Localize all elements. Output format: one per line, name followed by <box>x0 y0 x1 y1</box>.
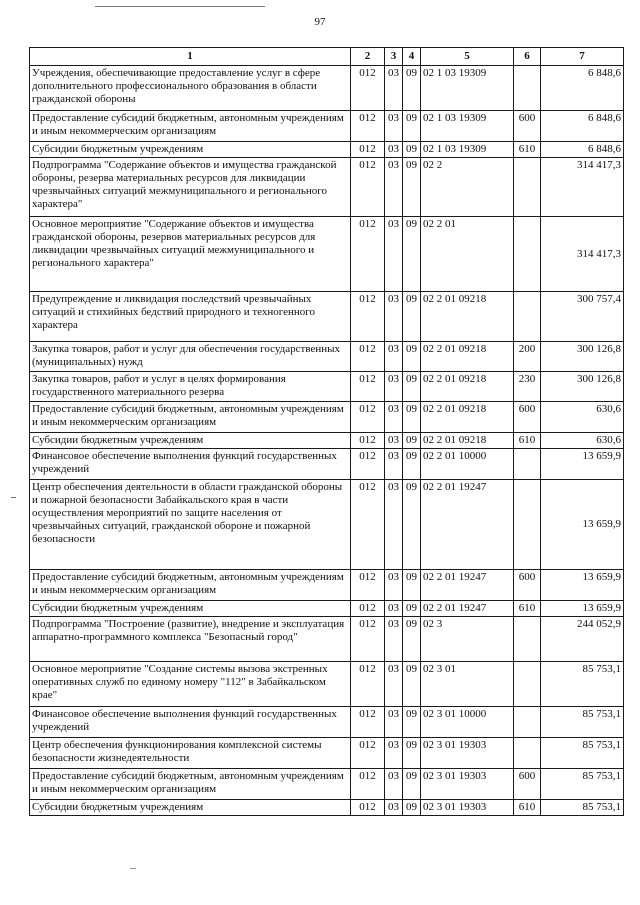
amount: 13 659,9 <box>541 570 624 601</box>
header-cell: 6 <box>514 48 541 66</box>
ministry-code: 012 <box>351 158 385 217</box>
subsection-code: 09 <box>403 402 421 433</box>
row-name: Подпрограмма "Построение (развитие), внедрение и эксплуатация аппаратно-программного комплекса "Безопасный город" <box>30 617 351 662</box>
top-edge-line <box>95 6 265 7</box>
amount: 85 753,1 <box>541 738 624 769</box>
subsection-code: 09 <box>403 769 421 800</box>
section-code: 03 <box>385 800 403 816</box>
table-row <box>30 402 624 433</box>
ministry-code: 012 <box>351 402 385 433</box>
section-code: 03 <box>385 158 403 217</box>
subsection-code: 09 <box>403 449 421 480</box>
target-article-code: 02 3 01 10000 <box>421 707 514 738</box>
row-name: Основное мероприятие "Содержание объектов и имущества гражданской обороны, резервов материальных ресурсов для ликвидации чрезвычайных ситуаций межмуниципального и регионального характера" <box>30 217 351 292</box>
section-code: 03 <box>385 66 403 111</box>
target-article-code: 02 2 01 09218 <box>421 342 514 372</box>
ministry-code: 012 <box>351 707 385 738</box>
subsection-code: 09 <box>403 66 421 111</box>
section-code: 03 <box>385 601 403 617</box>
expense-type-code <box>514 66 541 111</box>
subsection-code: 09 <box>403 217 421 292</box>
ministry-code: 012 <box>351 601 385 617</box>
amount: 13 659,9 <box>541 480 624 570</box>
row-name: Финансовое обеспечение выполнения функций государственных учреждений <box>30 707 351 738</box>
ministry-code: 012 <box>351 617 385 662</box>
table-row <box>30 158 624 217</box>
target-article-code: 02 3 01 19303 <box>421 800 514 816</box>
section-code: 03 <box>385 217 403 292</box>
section-code: 03 <box>385 372 403 402</box>
subsection-code: 09 <box>403 707 421 738</box>
expense-type-code: 610 <box>514 601 541 617</box>
target-article-code: 02 1 03 19309 <box>421 66 514 111</box>
table-row <box>30 66 624 111</box>
target-article-code: 02 2 01 09218 <box>421 402 514 433</box>
table-row <box>30 662 624 707</box>
amount: 6 848,6 <box>541 142 624 158</box>
target-article-code: 02 2 01 19247 <box>421 480 514 570</box>
expense-type-code <box>514 707 541 738</box>
header-cell: 5 <box>421 48 514 66</box>
table-row <box>30 449 624 480</box>
row-name: Предоставление субсидий бюджетным, автономным учреждениям и иным некоммерческим организациям <box>30 570 351 601</box>
section-code: 03 <box>385 402 403 433</box>
section-code: 03 <box>385 738 403 769</box>
header-cell: 2 <box>351 48 385 66</box>
expense-type-code: 200 <box>514 342 541 372</box>
target-article-code: 02 3 01 <box>421 662 514 707</box>
row-name: Предупреждение и ликвидация последствий чрезвычайных ситуаций и стихийных бедствий природного и техногенного характера <box>30 292 351 342</box>
amount: 300 126,8 <box>541 372 624 402</box>
table-row <box>30 372 624 402</box>
row-name: Предоставление субсидий бюджетным, автономным учреждениям и иным некоммерческим организациям <box>30 402 351 433</box>
expense-type-code <box>514 738 541 769</box>
target-article-code: 02 2 01 <box>421 217 514 292</box>
target-article-code: 02 2 01 10000 <box>421 449 514 480</box>
expense-type-code <box>514 449 541 480</box>
section-code: 03 <box>385 707 403 738</box>
subsection-code: 09 <box>403 601 421 617</box>
section-code: 03 <box>385 433 403 449</box>
amount: 6 848,6 <box>541 111 624 142</box>
row-name: Закупка товаров, работ и услуг для обеспечения государственных (муниципальных) нужд <box>30 342 351 372</box>
expense-type-code: 610 <box>514 800 541 816</box>
expense-type-code <box>514 480 541 570</box>
subsection-code: 09 <box>403 480 421 570</box>
target-article-code: 02 2 01 09218 <box>421 372 514 402</box>
row-name: Предоставление субсидий бюджетным, автономным учреждениям и иным некоммерческим организациям <box>30 111 351 142</box>
target-article-code: 02 3 01 19303 <box>421 738 514 769</box>
expense-type-code: 600 <box>514 111 541 142</box>
row-name: Предоставление субсидий бюджетным, автономным учреждениям и иным некоммерческим организациям <box>30 769 351 800</box>
ministry-code: 012 <box>351 342 385 372</box>
table-row <box>30 800 624 816</box>
subsection-code: 09 <box>403 111 421 142</box>
ministry-code: 012 <box>351 570 385 601</box>
ministry-code: 012 <box>351 142 385 158</box>
expense-type-code: 600 <box>514 570 541 601</box>
row-name: Субсидии бюджетным учреждениям <box>30 800 351 816</box>
ministry-code: 012 <box>351 66 385 111</box>
section-code: 03 <box>385 111 403 142</box>
target-article-code: 02 1 03 19309 <box>421 142 514 158</box>
section-code: 03 <box>385 570 403 601</box>
subsection-code: 09 <box>403 158 421 217</box>
section-code: 03 <box>385 617 403 662</box>
row-name: Субсидии бюджетным учреждениям <box>30 433 351 449</box>
amount: 85 753,1 <box>541 662 624 707</box>
subsection-code: 09 <box>403 433 421 449</box>
amount: 630,6 <box>541 433 624 449</box>
subsection-code: 09 <box>403 800 421 816</box>
amount: 13 659,9 <box>541 601 624 617</box>
target-article-code: 02 2 01 09218 <box>421 433 514 449</box>
header-cell: 4 <box>403 48 421 66</box>
ministry-code: 012 <box>351 480 385 570</box>
ministry-code: 012 <box>351 292 385 342</box>
ministry-code: 012 <box>351 217 385 292</box>
table-row <box>30 601 624 617</box>
amount: 85 753,1 <box>541 707 624 738</box>
ministry-code: 012 <box>351 769 385 800</box>
ministry-code: 012 <box>351 433 385 449</box>
ministry-code: 012 <box>351 449 385 480</box>
ministry-code: 012 <box>351 738 385 769</box>
section-code: 03 <box>385 480 403 570</box>
section-code: 03 <box>385 449 403 480</box>
table-row <box>30 342 624 372</box>
expense-type-code: 600 <box>514 402 541 433</box>
target-article-code: 02 2 01 19247 <box>421 570 514 601</box>
amount: 630,6 <box>541 402 624 433</box>
header-cell: 1 <box>30 48 351 66</box>
subsection-code: 09 <box>403 372 421 402</box>
footer-mark <box>130 868 136 869</box>
expense-type-code: 230 <box>514 372 541 402</box>
table-row <box>30 292 624 342</box>
amount: 300 757,4 <box>541 292 624 342</box>
page-number: 97 <box>314 16 326 28</box>
target-article-code: 02 2 01 09218 <box>421 292 514 342</box>
table-row <box>30 769 624 800</box>
ministry-code: 012 <box>351 372 385 402</box>
subsection-code: 09 <box>403 292 421 342</box>
subsection-code: 09 <box>403 738 421 769</box>
budget-table <box>29 47 624 816</box>
amount: 85 753,1 <box>541 800 624 816</box>
amount: 13 659,9 <box>541 449 624 480</box>
table-row <box>30 111 624 142</box>
table-row <box>30 738 624 769</box>
subsection-code: 09 <box>403 662 421 707</box>
target-article-code: 02 3 01 19303 <box>421 769 514 800</box>
expense-type-code: 610 <box>514 142 541 158</box>
subsection-code: 09 <box>403 342 421 372</box>
amount: 244 052,9 <box>541 617 624 662</box>
margin-mark <box>11 497 16 498</box>
table-row <box>30 217 624 292</box>
subsection-code: 09 <box>403 617 421 662</box>
amount: 314 417,3 <box>541 158 624 217</box>
target-article-code: 02 3 <box>421 617 514 662</box>
subsection-code: 09 <box>403 570 421 601</box>
header-cell: 7 <box>541 48 624 66</box>
ministry-code: 012 <box>351 662 385 707</box>
table-row <box>30 142 624 158</box>
target-article-code: 02 1 03 19309 <box>421 111 514 142</box>
table-header-row <box>30 48 624 66</box>
expense-type-code <box>514 292 541 342</box>
row-name: Финансовое обеспечение выполнения функций государственных учреждений <box>30 449 351 480</box>
row-name: Подпрограмма "Содержание объектов и имущества гражданской обороны, резерва материальных ресурсов для ликвидации чрезвычайных ситуаций межмуниципального и регионального характера" <box>30 158 351 217</box>
amount: 85 753,1 <box>541 769 624 800</box>
expense-type-code <box>514 617 541 662</box>
section-code: 03 <box>385 662 403 707</box>
target-article-code: 02 2 <box>421 158 514 217</box>
row-name: Субсидии бюджетным учреждениям <box>30 601 351 617</box>
row-name: Центр обеспечения функционирования комплексной системы безопасности жизнедеятельности <box>30 738 351 769</box>
expense-type-code: 610 <box>514 433 541 449</box>
table-row <box>30 707 624 738</box>
table-row <box>30 570 624 601</box>
target-article-code: 02 2 01 19247 <box>421 601 514 617</box>
section-code: 03 <box>385 769 403 800</box>
table-row <box>30 433 624 449</box>
expense-type-code: 600 <box>514 769 541 800</box>
section-code: 03 <box>385 292 403 342</box>
table-row <box>30 480 624 570</box>
expense-type-code <box>514 662 541 707</box>
expense-type-code <box>514 158 541 217</box>
row-name: Закупка товаров, работ и услуг в целях формирования государственного материального резерва <box>30 372 351 402</box>
row-name: Центр обеспечения деятельности в области гражданской обороны и пожарной безопасности Забайкальского края в части осуществления мероприятий по защите населения от чрезвычайных ситуаций, гражданской обороне и пожарной безопасности <box>30 480 351 570</box>
row-name: Учреждения, обеспечивающие предоставление услуг в сфере дополнительного профессионального образования в области гражданской обороны <box>30 66 351 111</box>
amount: 6 848,6 <box>541 66 624 111</box>
expense-type-code <box>514 217 541 292</box>
table-row <box>30 617 624 662</box>
ministry-code: 012 <box>351 111 385 142</box>
subsection-code: 09 <box>403 142 421 158</box>
row-name: Основное мероприятие "Создание системы вызова экстренных оперативных служб по единому номеру "112" в Забайкальском крае" <box>30 662 351 707</box>
amount: 300 126,8 <box>541 342 624 372</box>
section-code: 03 <box>385 142 403 158</box>
ministry-code: 012 <box>351 800 385 816</box>
header-cell: 3 <box>385 48 403 66</box>
row-name: Субсидии бюджетным учреждениям <box>30 142 351 158</box>
amount: 314 417,3 <box>541 217 624 292</box>
section-code: 03 <box>385 342 403 372</box>
